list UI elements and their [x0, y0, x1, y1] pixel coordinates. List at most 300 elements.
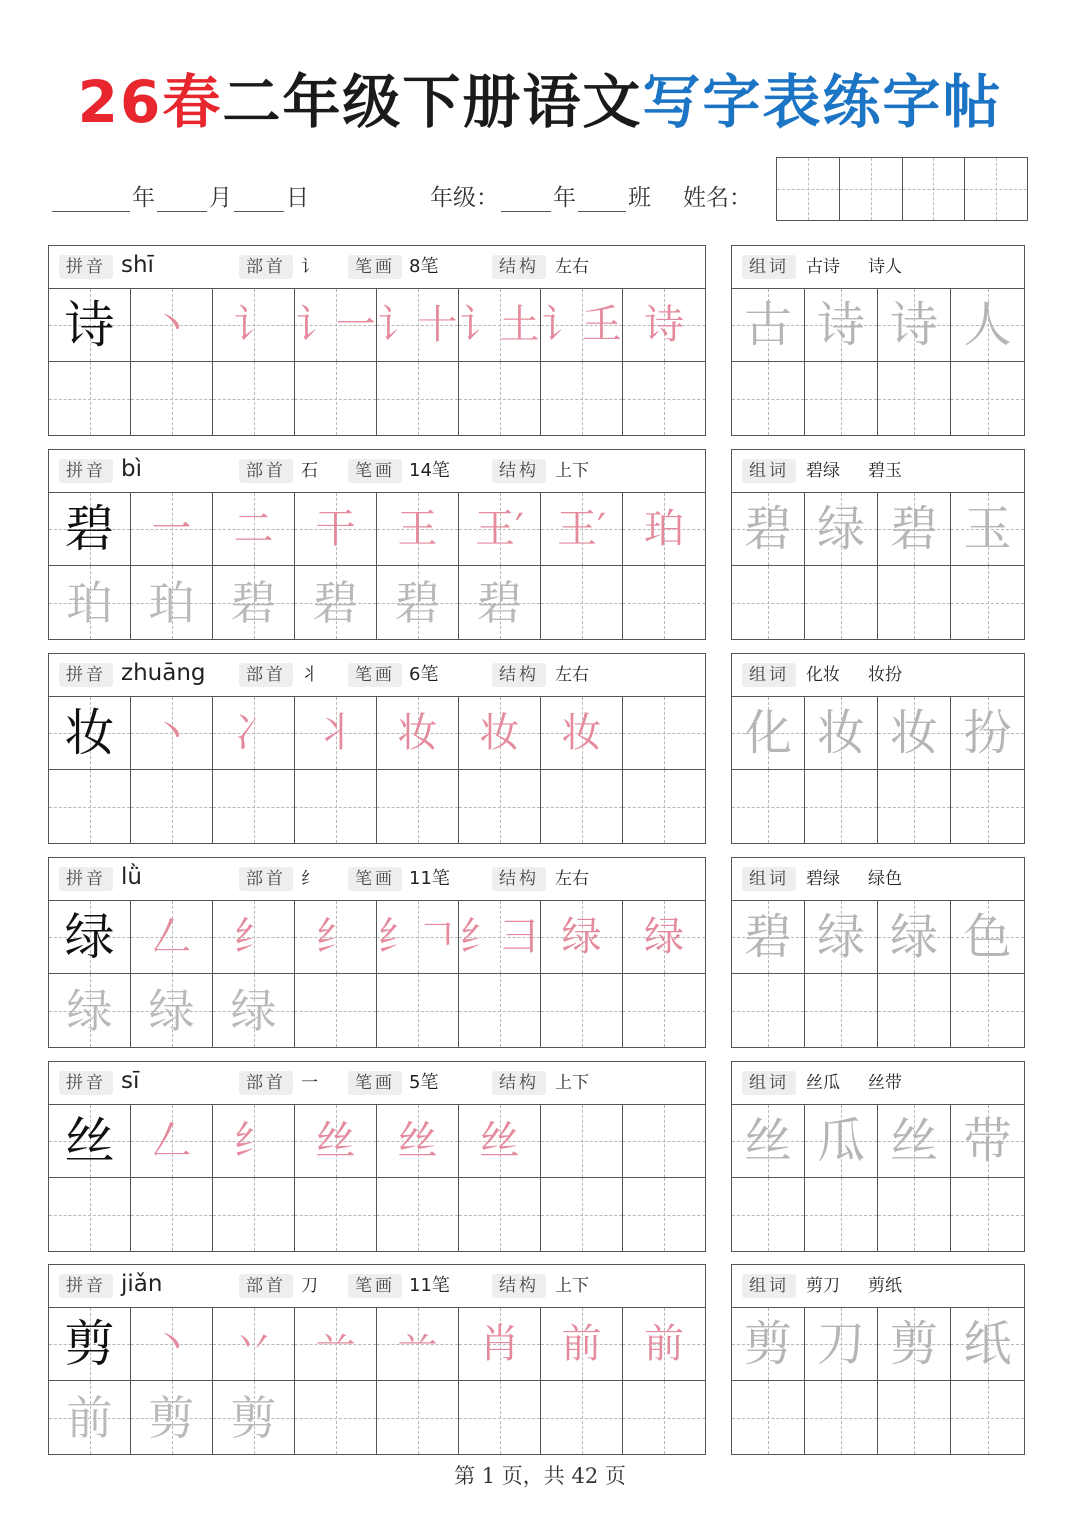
grid-cell[interactable]: [459, 1105, 541, 1178]
grid-cell[interactable]: [459, 566, 541, 639]
words-tag: 组词: [742, 1071, 796, 1095]
stroke-step: 绿: [644, 914, 684, 960]
grid-cell[interactable]: [377, 1105, 459, 1178]
radical-tag: 部首: [239, 255, 293, 279]
structure-tag: 结构: [492, 663, 546, 687]
grid-cell[interactable]: [951, 1178, 1024, 1251]
grid-cell[interactable]: [878, 1308, 951, 1381]
stroke-step: 讠一: [295, 302, 376, 348]
words-tag: 组词: [742, 1274, 796, 1298]
stroke-step: 绿: [561, 914, 602, 960]
grid-cell[interactable]: [541, 1308, 623, 1381]
word-card-header: [732, 1062, 1024, 1105]
word-trace-character: 瓜: [816, 1113, 865, 1169]
grid-cell[interactable]: [732, 1308, 805, 1381]
grade-label: 年级：: [430, 185, 499, 211]
structure-value: 左右: [555, 665, 589, 685]
grid-cell[interactable]: [878, 362, 951, 435]
model-character: 丝: [64, 1112, 115, 1170]
char-card-header: [49, 858, 705, 901]
grid-cell[interactable]: [951, 362, 1024, 435]
word-1: 剪刀: [806, 1276, 840, 1296]
model-character: 绿: [64, 908, 115, 966]
grid-cell[interactable]: [878, 289, 951, 362]
structure-tag: 结构: [492, 1071, 546, 1095]
word-card-header: [732, 858, 1024, 901]
radical-value: 纟: [301, 869, 318, 889]
grid-cell[interactable]: [541, 493, 623, 566]
grid-cell[interactable]: [213, 566, 295, 639]
grid-cell[interactable]: [805, 974, 878, 1047]
day-blank[interactable]: [234, 183, 284, 212]
word-card-0: [731, 245, 1025, 436]
month-label: 月: [209, 185, 232, 211]
strokes-tag: 笔画: [348, 459, 402, 483]
radical-tag: 部首: [239, 459, 293, 483]
grid-cell[interactable]: [732, 289, 805, 362]
grid-cell[interactable]: [131, 1308, 213, 1381]
grid-cell[interactable]: [541, 770, 623, 843]
grade-blank[interactable]: [501, 183, 551, 212]
stroke-step: 䒑: [397, 1321, 438, 1367]
grid-cell[interactable]: [213, 289, 295, 362]
grid-cell[interactable]: [732, 974, 805, 1047]
grid-cell[interactable]: [951, 974, 1024, 1047]
structure-tag: 结构: [492, 1274, 546, 1298]
grid-cell[interactable]: [878, 493, 951, 566]
stroke-step: 丶: [151, 302, 192, 348]
stroke-step: 丶: [151, 710, 192, 756]
grid-cell[interactable]: [295, 566, 377, 639]
grid-cell[interactable]: [623, 901, 705, 974]
grid-cell[interactable]: [805, 362, 878, 435]
char-card-header: [49, 654, 705, 697]
strokes-value: 5笔: [409, 1072, 439, 1093]
grade-line: [428, 176, 754, 212]
writing-grid: [49, 901, 705, 1047]
grid-cell[interactable]: [131, 770, 213, 843]
char-card-header: [49, 1265, 705, 1308]
grid-cell[interactable]: [732, 770, 805, 843]
grid-cell[interactable]: [623, 362, 705, 435]
grid-cell[interactable]: [459, 901, 541, 974]
grid-cell[interactable]: [459, 493, 541, 566]
grid-cell[interactable]: [131, 1105, 213, 1178]
word-trace-character: 妆: [889, 705, 938, 761]
name-box-cell[interactable]: [964, 158, 1027, 220]
grid-cell[interactable]: [295, 1178, 377, 1251]
grade-year-label: 年: [553, 185, 576, 211]
word-card-2: [731, 653, 1025, 844]
stroke-step: 前: [644, 1321, 684, 1367]
structure-value: 上下: [555, 1073, 589, 1093]
word-trace-character: 诗: [889, 297, 938, 353]
grid-cell[interactable]: [377, 770, 459, 843]
grid-cell[interactable]: [131, 1178, 213, 1251]
word-2: 绿色: [868, 869, 902, 889]
stroke-step: 讠𡈼: [541, 302, 622, 348]
grid-cell[interactable]: [49, 1381, 131, 1454]
word-trace-character: 妆: [816, 705, 865, 761]
grid-cell[interactable]: [541, 1105, 623, 1178]
grid-cell[interactable]: [623, 1381, 705, 1454]
grid-cell[interactable]: [878, 1178, 951, 1251]
pinyin-tag: 拼音: [59, 663, 113, 687]
writing-grid: [49, 697, 705, 843]
name-box-cell[interactable]: [777, 158, 839, 220]
grid-cell[interactable]: [541, 974, 623, 1047]
char-card-header: [49, 246, 705, 289]
char-card-5: [48, 1264, 706, 1455]
word-trace-character: 诗: [816, 297, 865, 353]
grid-cell[interactable]: [213, 1381, 295, 1454]
word-card-3: [731, 857, 1025, 1048]
char-card-3: [48, 857, 706, 1048]
grid-cell[interactable]: [541, 289, 623, 362]
grid-cell[interactable]: [805, 1381, 878, 1454]
grid-cell[interactable]: [951, 493, 1024, 566]
word-1: 碧绿: [806, 461, 840, 481]
name-box-cell[interactable]: [839, 158, 902, 220]
grid-cell[interactable]: [541, 697, 623, 770]
grid-cell[interactable]: [878, 1105, 951, 1178]
stroke-step: 丶: [151, 1321, 192, 1367]
grid-cell[interactable]: [377, 493, 459, 566]
grid-cell[interactable]: [541, 1178, 623, 1251]
word-2: 诗人: [868, 257, 902, 277]
grid-cell[interactable]: [213, 1308, 295, 1381]
grid-cell[interactable]: [951, 901, 1024, 974]
grid-cell[interactable]: [377, 901, 459, 974]
grid-cell[interactable]: [732, 362, 805, 435]
grid-cell[interactable]: [878, 566, 951, 639]
grid-cell[interactable]: [377, 1308, 459, 1381]
trace-character: 碧: [476, 575, 523, 630]
grid-cell[interactable]: [805, 901, 878, 974]
word-trace-character: 古: [743, 297, 792, 353]
structure-value: 上下: [555, 1276, 589, 1296]
name-box-cell[interactable]: [902, 158, 965, 220]
grid-cell[interactable]: [878, 1381, 951, 1454]
grid-cell[interactable]: [805, 493, 878, 566]
trace-character: 珀: [148, 575, 195, 630]
word-trace-character: 扮: [963, 705, 1012, 761]
grid-cell[interactable]: [213, 362, 295, 435]
grid-cell[interactable]: [623, 566, 705, 639]
grid-cell[interactable]: [213, 493, 295, 566]
grid-cell[interactable]: [295, 493, 377, 566]
radical-value: 讠: [301, 257, 318, 277]
word-trace-character: 碧: [889, 501, 938, 557]
grid-cell[interactable]: [213, 697, 295, 770]
grid-cell[interactable]: [295, 901, 377, 974]
grid-cell[interactable]: [732, 1381, 805, 1454]
grid-cell[interactable]: [951, 566, 1024, 639]
stroke-step: 二: [233, 506, 274, 552]
radical-value: 刀: [301, 1276, 318, 1296]
name-boxes[interactable]: [776, 157, 1028, 221]
word-trace-character: 色: [963, 909, 1012, 965]
grid-cell[interactable]: [295, 289, 377, 362]
words-tag: 组词: [742, 663, 796, 687]
grid-cell[interactable]: [295, 974, 377, 1047]
grid-cell[interactable]: [805, 289, 878, 362]
trace-character: 剪: [230, 1390, 277, 1445]
grid-cell[interactable]: [459, 770, 541, 843]
stroke-step: 王′: [474, 506, 525, 552]
grid-cell[interactable]: [459, 362, 541, 435]
grid-cell[interactable]: [377, 566, 459, 639]
page-footer: 第 1 页，共 42 页: [454, 1464, 626, 1488]
pinyin-value: zhuāng: [121, 660, 206, 686]
grid-cell[interactable]: [623, 974, 705, 1047]
grid-cell[interactable]: [951, 1381, 1024, 1454]
pinyin-tag: 拼音: [59, 459, 113, 483]
word-trace-character: 绿: [816, 909, 865, 965]
stroke-step: 前: [561, 1321, 602, 1367]
word-trace-character: 绿: [816, 501, 865, 557]
title-red-part: 26春: [77, 68, 223, 136]
date-line: [52, 176, 311, 212]
grid-cell[interactable]: [295, 1105, 377, 1178]
strokes-tag: 笔画: [348, 255, 402, 279]
word-grid: [732, 697, 1024, 843]
stroke-step: 珀: [644, 506, 684, 552]
grid-cell[interactable]: [541, 1381, 623, 1454]
pinyin-value: bì: [121, 456, 142, 482]
name-label: 姓名：: [683, 185, 752, 211]
grid-cell[interactable]: [805, 770, 878, 843]
structure-tag: 结构: [492, 867, 546, 891]
stroke-step: 肖: [479, 1321, 520, 1367]
word-trace-character: 纸: [963, 1316, 1012, 1372]
grid-cell[interactable]: [377, 974, 459, 1047]
strokes-tag: 笔画: [348, 663, 402, 687]
grid-cell[interactable]: [295, 362, 377, 435]
writing-grid: [49, 1308, 705, 1454]
stroke-step: 诗: [644, 302, 684, 348]
grid-cell[interactable]: [951, 697, 1024, 770]
grid-cell[interactable]: [49, 566, 131, 639]
trace-character: 剪: [148, 1390, 195, 1445]
grid-cell[interactable]: [623, 1105, 705, 1178]
grid-cell[interactable]: [49, 1308, 131, 1381]
year-blank[interactable]: [52, 183, 130, 212]
word-trace-character: 带: [963, 1113, 1012, 1169]
grid-cell[interactable]: [213, 901, 295, 974]
grid-cell[interactable]: [623, 770, 705, 843]
grid-cell[interactable]: [732, 901, 805, 974]
grid-cell[interactable]: [377, 1178, 459, 1251]
trace-character: 绿: [230, 983, 277, 1038]
grid-cell[interactable]: [377, 289, 459, 362]
grid-cell[interactable]: [459, 974, 541, 1047]
grid-cell[interactable]: [623, 697, 705, 770]
word-grid: [732, 1308, 1024, 1454]
pinyin-tag: 拼音: [59, 255, 113, 279]
grid-cell[interactable]: [49, 770, 131, 843]
grid-cell[interactable]: [49, 289, 131, 362]
strokes-value: 6笔: [409, 664, 439, 685]
grid-cell[interactable]: [49, 697, 131, 770]
grid-cell[interactable]: [623, 1178, 705, 1251]
radical-tag: 部首: [239, 1071, 293, 1095]
pinyin-tag: 拼音: [59, 867, 113, 891]
stroke-step: 丝: [315, 1118, 356, 1164]
grid-cell[interactable]: [459, 289, 541, 362]
stroke-step: 妆: [561, 710, 602, 756]
stroke-step: 讠: [233, 302, 274, 348]
class-blank[interactable]: [578, 183, 626, 212]
model-character: 妆: [64, 704, 115, 762]
grid-cell[interactable]: [49, 362, 131, 435]
word-1: 古诗: [806, 257, 840, 277]
stroke-step: 讠土: [459, 302, 540, 348]
day-label: 日: [286, 185, 309, 211]
word-2: 妆扮: [868, 665, 902, 685]
word-card-header: [732, 450, 1024, 493]
grid-cell[interactable]: [732, 1105, 805, 1178]
char-card-0: [48, 245, 706, 436]
radical-tag: 部首: [239, 1274, 293, 1298]
words-tag: 组词: [742, 867, 796, 891]
grid-cell[interactable]: [295, 1381, 377, 1454]
grid-cell[interactable]: [878, 697, 951, 770]
grid-cell[interactable]: [951, 1105, 1024, 1178]
grid-cell[interactable]: [131, 493, 213, 566]
grid-cell[interactable]: [623, 289, 705, 362]
word-card-1: [731, 449, 1025, 640]
word-card-5: [731, 1264, 1025, 1455]
grid-cell[interactable]: [131, 1381, 213, 1454]
grid-cell[interactable]: [805, 697, 878, 770]
grid-cell[interactable]: [131, 974, 213, 1047]
stroke-step: 一: [151, 506, 192, 552]
writing-grid: [49, 289, 705, 435]
word-trace-character: 玉: [963, 501, 1012, 557]
grid-cell[interactable]: [377, 1381, 459, 1454]
grid-cell[interactable]: [295, 1308, 377, 1381]
pinyin-tag: 拼音: [59, 1071, 113, 1095]
grid-cell[interactable]: [541, 901, 623, 974]
grid-cell[interactable]: [131, 289, 213, 362]
word-trace-character: 丝: [889, 1113, 938, 1169]
word-2: 剪纸: [868, 1276, 902, 1296]
strokes-tag: 笔画: [348, 1071, 402, 1095]
grid-cell[interactable]: [878, 770, 951, 843]
stroke-step: 干: [315, 506, 356, 552]
model-character: 碧: [64, 500, 115, 558]
structure-tag: 结构: [492, 255, 546, 279]
grid-cell[interactable]: [131, 362, 213, 435]
grid-cell[interactable]: [878, 974, 951, 1047]
grid-cell[interactable]: [213, 974, 295, 1047]
word-trace-character: 剪: [743, 1316, 792, 1372]
word-grid: [732, 493, 1024, 639]
grid-cell[interactable]: [49, 1105, 131, 1178]
word-trace-character: 人: [963, 297, 1012, 353]
word-card-header: [732, 1265, 1024, 1308]
title-blue-part: 写字表练字帖: [642, 68, 1003, 136]
strokes-value: 14笔: [409, 460, 450, 481]
word-trace-character: 刀: [816, 1316, 865, 1372]
structure-value: 上下: [555, 461, 589, 481]
grid-cell[interactable]: [805, 1308, 878, 1381]
grid-cell[interactable]: [623, 1308, 705, 1381]
grid-cell[interactable]: [49, 901, 131, 974]
pinyin-value: shī: [121, 252, 154, 278]
grid-cell[interactable]: [951, 1308, 1024, 1381]
grid-cell[interactable]: [878, 901, 951, 974]
grid-cell[interactable]: [623, 493, 705, 566]
grid-cell[interactable]: [805, 1178, 878, 1251]
grid-cell[interactable]: [541, 362, 623, 435]
trace-character: 前: [66, 1390, 113, 1445]
grid-cell[interactable]: [805, 566, 878, 639]
grid-cell[interactable]: [131, 566, 213, 639]
stroke-step: 纟𠃍: [377, 914, 458, 960]
grid-cell[interactable]: [459, 1178, 541, 1251]
grid-cell[interactable]: [732, 697, 805, 770]
stroke-step: 纟: [233, 914, 274, 960]
trace-character: 绿: [66, 983, 113, 1038]
title-black-part: 二年级下册语文: [222, 68, 643, 136]
word-grid: [732, 1105, 1024, 1251]
grid-cell[interactable]: [377, 362, 459, 435]
strokes-value: 8笔: [409, 256, 439, 277]
grid-cell[interactable]: [213, 1105, 295, 1178]
grid-cell[interactable]: [805, 1105, 878, 1178]
word-card-header: [732, 246, 1024, 289]
grid-cell[interactable]: [951, 770, 1024, 843]
stroke-step: 纟彐: [459, 914, 540, 960]
grid-cell[interactable]: [49, 974, 131, 1047]
grid-cell[interactable]: [131, 697, 213, 770]
radical-tag: 部首: [239, 663, 293, 687]
stroke-step: 冫: [233, 710, 274, 756]
grid-cell[interactable]: [131, 901, 213, 974]
grid-cell[interactable]: [732, 493, 805, 566]
word-trace-character: 化: [743, 705, 792, 761]
grid-cell[interactable]: [951, 289, 1024, 362]
month-blank[interactable]: [157, 183, 207, 212]
grid-cell[interactable]: [213, 1178, 295, 1251]
stroke-step: 𠃋: [151, 1118, 192, 1164]
grid-cell[interactable]: [213, 770, 295, 843]
grid-cell[interactable]: [295, 697, 377, 770]
pinyin-value: jiǎn: [121, 1271, 163, 1297]
grid-cell[interactable]: [49, 1178, 131, 1251]
char-card-header: [49, 450, 705, 493]
grid-cell[interactable]: [459, 697, 541, 770]
radical-value: 石: [301, 461, 318, 481]
grid-cell[interactable]: [732, 566, 805, 639]
grid-cell[interactable]: [732, 1178, 805, 1251]
grid-cell[interactable]: [295, 770, 377, 843]
grid-cell[interactable]: [49, 493, 131, 566]
grid-cell[interactable]: [541, 566, 623, 639]
trace-character: 碧: [230, 575, 277, 630]
year-label: 年: [132, 185, 155, 211]
word-1: 碧绿: [806, 869, 840, 889]
radical-value: 一: [301, 1073, 318, 1093]
grid-cell[interactable]: [377, 697, 459, 770]
pinyin-tag: 拼音: [59, 1274, 113, 1298]
grid-cell[interactable]: [459, 1381, 541, 1454]
writing-grid: [49, 493, 705, 639]
grid-cell[interactable]: [459, 1308, 541, 1381]
strokes-value: 11笔: [409, 1275, 450, 1296]
